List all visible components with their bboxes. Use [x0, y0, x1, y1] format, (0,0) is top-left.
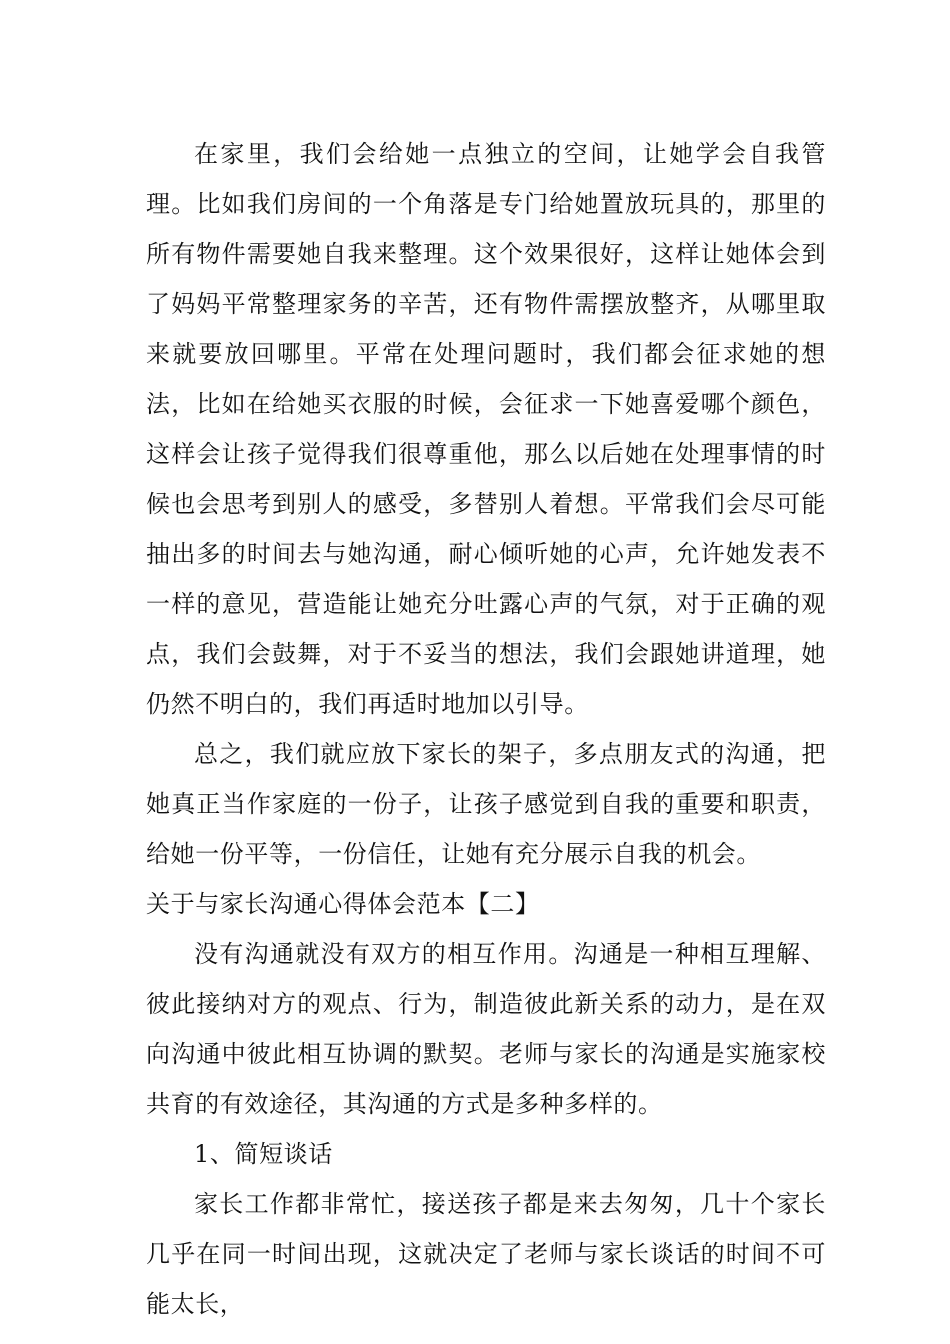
paragraph-conclusion: 总之，我们就应放下家长的架子，多点朋友式的沟通，把她真正当作家庭的一份子，让孩子感觉到自我的重要和职责，给她一份平等，一份信任，让她有充分展示自我的机会。: [146, 740, 826, 868]
section-heading: 关于与家长沟通心得体会范本【二】: [146, 890, 540, 918]
document-page: [146, 129, 826, 1329]
paragraph-home-space: 在家里，我们会给她一点独立的空间，让她学会自我管理。比如我们房间的一个角落是专门给她置放玩具的，那里的所有物件需要她自我来整理。这个效果很好，这样让她体会到了妈妈平常整理家务的辛苦，还有物件需摆放整齐，从哪里取来就要放回哪里。平常在处理问题时，我们都会征求她的想法，比如在给她买衣服的时候，会征求一下她喜爱哪个颜色，这样会让孩子觉得我们很尊重他，那么以后她在处理事情的时候也会思考到别人的感受，多替别人着想。平常我们会尽可能抽出多的时间去与她沟通，耐心倾听她的心声，允许她发表不一样的意见，营造能让她充分吐露心声的气氛，对于正确的观点，我们会鼓舞，对于不妥当的想法，我们会跟她讲道理，她仍然不明白的，我们再适时地加以引导。: [146, 140, 826, 718]
list-item-brief-talk: 1、简短谈话: [194, 1140, 333, 1168]
paragraph-communication-intro: 没有沟通就没有双方的相互作用。沟通是一种相互理解、彼此接纳对方的观点、行为，制造彼此新关系的动力，是在双向沟通中彼此相互协调的默契。老师与家长的沟通是实施家校共育的有效途径，其沟通的方式是多种多样的。: [146, 940, 826, 1118]
paragraph-parents-busy: 家长工作都非常忙，接送孩子都是来去匆匆，几十个家长几乎在同一时间出现，这就决定了老师与家长谈话的时间不可能太长，: [146, 1190, 826, 1318]
